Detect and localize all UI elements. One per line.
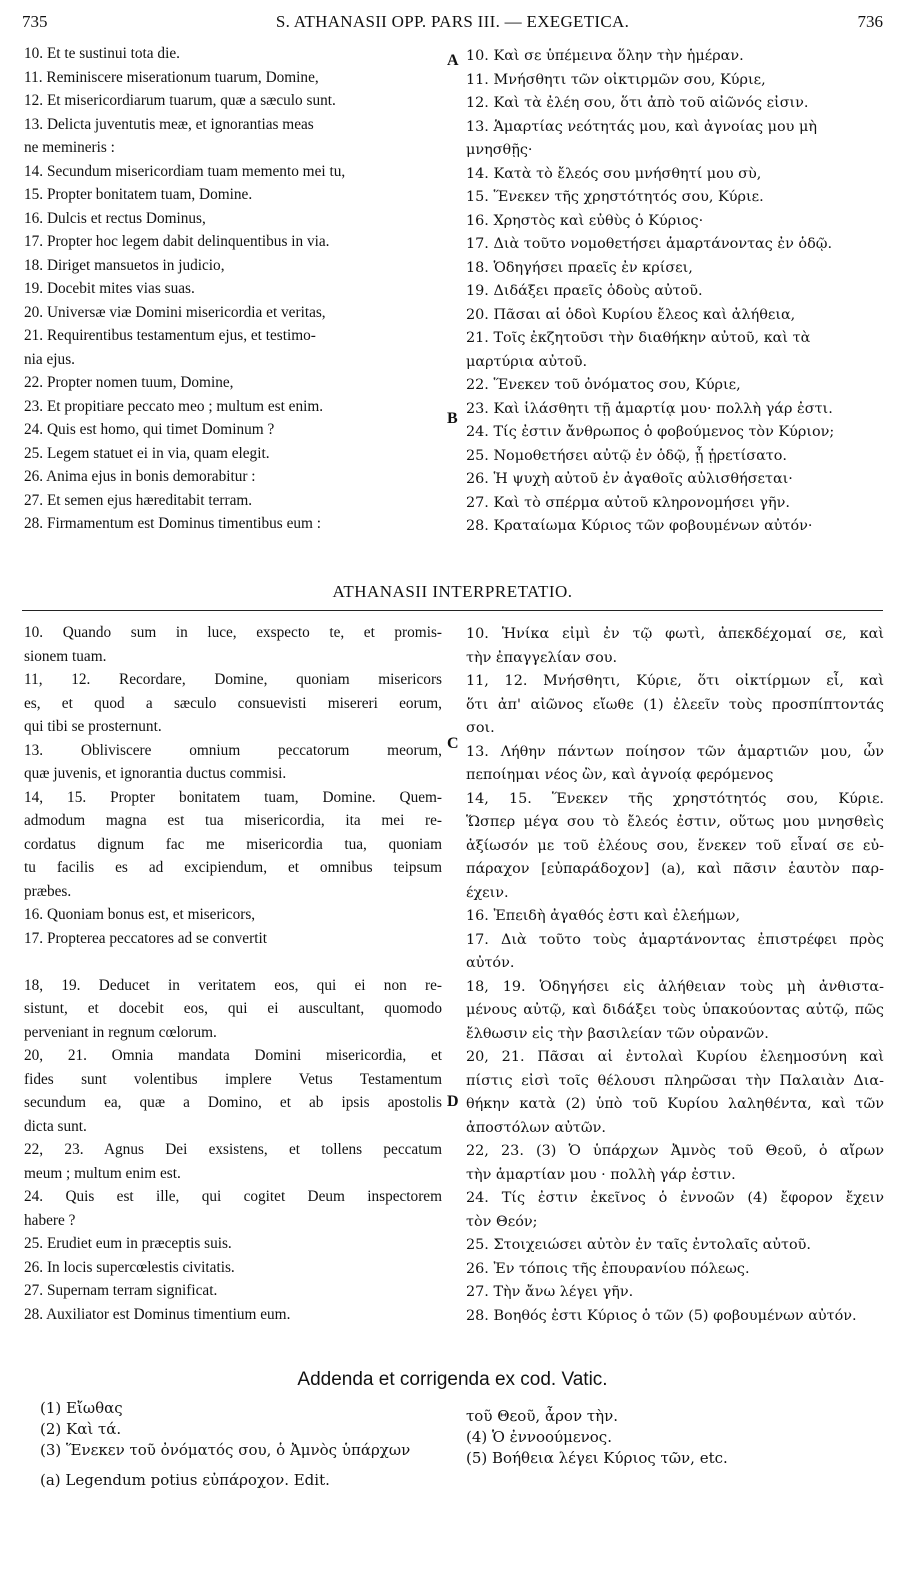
text-line: 22, 23. Agnus Dei exsistens, et tollens peccatum: [24, 1141, 442, 1158]
text-line: 27. Τὴν ἄνω λέγει γῆν.: [466, 1284, 634, 1300]
addenda-right-notes: [466, 1406, 728, 1469]
text-line: έχειν.: [466, 884, 509, 901]
addenda-note-a: (a) Legendum potius εὐπάροχον. Edit.: [40, 1471, 330, 1489]
text-line: ne memineris :: [24, 139, 115, 156]
text-line: 24. Τίς ἐστιν ἄνθρωπος ὁ φοβούμενος τὸν Κύριον;: [466, 424, 835, 440]
text-line: (5) Βοήθεια λέγει Κύριος τῶν, etc.: [466, 1449, 728, 1467]
text-line: 17. Propterea peccatores ad se convertit: [24, 929, 267, 947]
running-header: [22, 12, 883, 36]
interpretation-latin-column: [24, 621, 442, 1326]
text-line: τοῦ Θεοῦ, ἆρον τὴν.: [466, 1407, 619, 1425]
text-line: μένους αὐτῷ, καὶ διδάξει τοὺς ὑπακούοντας αὐτῷ, πῶς: [466, 1002, 884, 1018]
text-line: 21. Τοῖς ἐκζητοῦσι τὴν διαθήκην αὐτοῦ, καὶ τὰ: [466, 330, 811, 346]
text-line: (1) Εἴωθας: [40, 1399, 123, 1417]
text-line: perveniant in regnum cœlorum.: [24, 1023, 217, 1041]
text-line: τὴν ἐπαγγελίαν σου.: [466, 649, 618, 666]
text-line: 28. Βοηθός ἐστι Κύριος ὁ τῶν (5) φοβουμένων αὐτόν.: [466, 1307, 857, 1324]
text-line: 14. Κατὰ τὸ ἔλεός σου μνήσθητί μου σὺ,: [466, 165, 762, 182]
running-title: S. ATHANASII OPP. PARS III. — EXEGETICA.: [275, 12, 630, 31]
text-line: θήκην κατὰ (2) ὑπὸ τοῦ Κυρίου λαληθέντα, καὶ τῶν: [466, 1096, 884, 1112]
text-line: 28. Auxiliator est Dominus timentium eum.: [24, 1305, 291, 1323]
interpretation-greek-column: [466, 623, 884, 1328]
text-line: 10. Ἡνίκα εἰμὶ ἐν τῷ φωτὶ, ἀπεκδέχομαί σε, καὶ: [466, 626, 884, 642]
text-line: (4) Ὁ ἐννοούμενος.: [466, 1428, 612, 1446]
text-line: 18, 19. Deducet in veritatem eos, qui ei non re-: [24, 976, 442, 994]
text-line: 19. Docebit mites vias suas.: [24, 280, 195, 297]
text-line: 26. Ἡ ψυχὴ αὐτοῦ ἐν ἀγαθοῖς αὐλισθήσεται·: [466, 471, 793, 487]
margin-marker-c: C: [447, 735, 459, 752]
text-line: 12. Καὶ τὰ ἐλέη σου, ὅτι ἀπὸ τοῦ αἰῶνός εἰσιν.: [466, 95, 809, 111]
text-line: πίστις εἰσὶ τοῖς θέλουσι πληρῶσαι τὴν Παλαιὰν Δια-: [466, 1072, 884, 1089]
text-line: 23. Καὶ ἱλάσθητι τῇ ἁμαρτίᾳ μου· πολλὴ γάρ ἐστι.: [466, 400, 833, 417]
text-line: 19. Διδάξει πραεῖς ὁδοὺς αὐτοῦ.: [466, 283, 703, 299]
text-line: 11. Μνήσθητι τῶν οἰκτιρμῶν σου, Κύριε,: [466, 71, 766, 88]
text-line: fides sunt volentibus implere Vetus Testamentum: [24, 1070, 442, 1088]
text-line: 18. Ὁδηγήσει πραεῖς ἐν κρίσει,: [466, 259, 693, 276]
text-line: 15. Ἕνεκεν τῆς χρηστότητός σου, Κύριε.: [466, 189, 764, 205]
text-line: 27. Καὶ τὸ σπέρμα αὐτοῦ κληρονομήσει γῆν.: [466, 494, 790, 511]
text-line: Ὥσπερ μέγα σου τὸ ἔλεός ἐστιν, οὕτως μου μνησθεὶς: [466, 814, 884, 830]
text-line: 26. Ἐν τόποις τῆς ἐπουρανίου πόλεως.: [466, 1260, 750, 1277]
text-line: (2) Καὶ τά.: [40, 1420, 122, 1438]
text-line: ὅτι ἀπ' αἰῶνος εἴωθε (1) ἐλεεῖν τοὺς προσπίπτοντάς: [466, 696, 884, 713]
text-line: 18. Diriget mansuetos in judicio,: [24, 256, 225, 274]
text-line: cordatus dignum fac me misericordia tua, quoniam: [24, 835, 442, 853]
text-line: 14, 15. Ἕνεκεν τῆς χρηστότητός σου, Κύριε.: [466, 790, 884, 807]
addenda-heading: Addenda et corrigenda ex cod. Vatic.: [297, 1369, 608, 1390]
text-line: 16. Ἐπειδὴ ἀγαθός ἐστι καὶ ἐλεήμων,: [466, 908, 741, 924]
text-line: qui tibi se prosternunt.: [24, 718, 162, 735]
text-line: 16. Χρηστὸς καὶ εὐθὺς ὁ Κύριος·: [466, 212, 704, 229]
text-line: 18, 19. Ὁδηγήσει εἰς ἀλήθειαν τοὺς μὴ ἀνθιστα-: [466, 978, 884, 995]
text-line: 13. Λήθην πάντων ποίησον τῶν ἁμαρτιῶν μου, ὧν: [466, 743, 884, 760]
text-line: præbes.: [24, 882, 72, 900]
text-line: 11, 12. Μνήσθητι, Κύριε, ὅτι οἰκτίρμων εἶ, καὶ: [466, 673, 884, 689]
text-line: 25. Erudiet eum in præceptis suis.: [24, 1235, 232, 1252]
text-line: sionem tuam.: [24, 647, 107, 665]
text-line: 20, 21. Omnia mandata Domini misericordia, et: [24, 1047, 442, 1064]
text-line: 17. Διὰ τοῦτο νομοθετήσει ἁμαρτάνοντας ἐν ὁδῷ.: [466, 236, 833, 252]
page-number-right: 736: [857, 12, 883, 31]
text-line: 28. Firmamentum est Dominus timentibus eum :: [24, 515, 321, 532]
text-line: 14, 15. Propter bonitatem tuam, Domine. Quem-: [24, 788, 442, 806]
text-line: 16. Dulcis et rectus Dominus,: [24, 209, 206, 227]
text-line: τὸν Θεόν;: [466, 1213, 538, 1230]
text-line: 24. Τίς ἐστιν ἐκεῖνος ὁ ἐννοῶν (4) ἔφορον ἔχειν: [466, 1190, 884, 1206]
text-line: 26. In locis supercœlestis civitatis.: [24, 1258, 235, 1276]
text-line: 13. Delicta juventutis meæ, et ignorantias meas: [24, 115, 314, 133]
text-line: 28. Κραταίωμα Κύριος τῶν φοβουμένων αὐτόν·: [466, 518, 813, 534]
text-line: μνησθῇς·: [466, 142, 533, 158]
text-line: 27. Supernam terram significat.: [24, 1282, 218, 1299]
text-line: tu facilis es ad excipiendum, et omnibus teipsum: [24, 859, 442, 876]
text-line: αὐτόν.: [466, 955, 515, 971]
text-line: πάραχον [εὐπαράδοχον] (a), καὶ πᾶσιν ἑαυτὸν παρ-: [466, 861, 884, 877]
text-line: 24. Quis est ille, qui cogitet Deum inspectorem: [24, 1188, 442, 1205]
text-line: 11. Reminiscere miserationum tuarum, Domine,: [24, 68, 319, 86]
text-line: 13. Ἁμαρτίας νεότητάς μου, καὶ ἀγνοίας μου μὴ: [466, 118, 817, 135]
text-line: 25. Legem statuet ei in via, quam elegit.: [24, 444, 270, 462]
text-line: μαρτύρια αὐτοῦ.: [466, 353, 588, 370]
margin-marker-d: D: [447, 1093, 459, 1110]
text-line: 10. Quando sum in luce, exspecto te, et promis-: [24, 624, 442, 641]
text-line: admodum magna est tua misericordia, ita mei re-: [24, 812, 442, 829]
text-line: sistunt, et docebit eos, qui ei auscultant, quomodo: [24, 1000, 442, 1017]
text-line: quæ juvenis, et ignorantia ductus commisi.: [24, 765, 287, 782]
margin-marker-a: A: [447, 52, 459, 69]
text-line: nia ejus.: [24, 350, 75, 368]
text-line: secundum ea, quæ a Domino, et ab ipsis apostolis: [24, 1094, 442, 1111]
text-line: 10. Καὶ σε ὑπέμεινα ὅλην τὴν ἡμέραν.: [466, 48, 744, 64]
interpretation-heading: ATHANASII INTERPRETATIO.: [332, 582, 573, 601]
text-line: 23. Et propitiare peccato meo ; multum est enim.: [24, 397, 324, 415]
text-line: habere ?: [24, 1211, 76, 1229]
addenda-left-notes: [40, 1398, 410, 1461]
text-line: 12. Et misericordiarum tuarum, quæ a sæculo sunt.: [24, 92, 336, 109]
text-line: 17. Διὰ τοῦτο τοὺς ἁμαρτάνοντας ἐπιστρέφει πρὸς: [466, 931, 884, 948]
text-line: 24. Quis est homo, qui timet Dominum ?: [24, 421, 275, 438]
text-line: 22, 23. (3) Ὁ ὑπάρχων Ἀμνὸς τοῦ Θεοῦ, ὁ αἴρων: [466, 1143, 884, 1159]
text-line: 27. Et semen ejus hæreditabit terram.: [24, 491, 253, 509]
text-line: (3) Ἕνεκεν τοῦ ὀνόματός σου, ὁ Ἀμνὸς ὑπάρχων: [40, 1441, 411, 1459]
text-line: dicta sunt.: [24, 1117, 87, 1135]
text-line: [24, 950, 442, 974]
text-line: 25. Στοιχειώσει αὐτὸν ἐν ταῖς ἐντολαῖς αὐτοῦ.: [466, 1237, 811, 1253]
text-line: ἀξίωσόν με τοῦ ἐλέους σου, ἕνεκεν τοῦ εἶναί σε εὐ-: [466, 837, 884, 854]
text-line: 17. Propter hoc legem dabit delinquentibus in via.: [24, 233, 330, 250]
page-number-left: 735: [22, 12, 48, 31]
margin-marker-b: B: [447, 410, 458, 427]
text-line: 13. Obliviscere omnium peccatorum meorum,: [24, 741, 442, 759]
psalm-latin-column: [24, 42, 442, 536]
text-line: 20, 21. Πᾶσαι αἱ ἐντολαὶ Κυρίου ἐλεημοσύνη καὶ: [466, 1049, 884, 1065]
text-line: ἔλθωσιν εἰς τὴν βασιλείαν τῶν οὐρανῶν.: [466, 1025, 769, 1042]
text-line: 11, 12. Recordare, Domine, quoniam misericors: [24, 671, 442, 688]
text-line: meum ; multum enim est.: [24, 1164, 181, 1182]
text-line: σοι.: [466, 720, 495, 736]
text-line: 21. Requirentibus testamentum ejus, et testimo-: [24, 327, 316, 344]
text-line: 15. Propter bonitatem tuam, Domine.: [24, 186, 253, 203]
text-line: 26. Anima ejus in bonis demorabitur :: [24, 468, 256, 485]
text-line: πεποίημαι νέος ὢν, καὶ ἀγνοίᾳ φερόμενος: [466, 767, 774, 783]
text-line: ἀποστόλων αὐτῶν.: [466, 1119, 606, 1136]
text-line: τὴν ἁμαρτίαν μου · πολλὴ γάρ ἐστιν.: [466, 1166, 736, 1183]
psalm-greek-column: [466, 45, 884, 539]
text-line: 20. Πᾶσαι αἱ ὁδοὶ Κυρίου ἔλεος καὶ ἀλήθεια,: [466, 306, 796, 323]
text-line: es, et quod a sæculo consuevisti misereri eorum,: [24, 694, 442, 712]
text-line: 10. Et te sustinui tota die.: [24, 45, 180, 62]
text-line: 25. Νομοθετήσει αὐτῷ ἐν ὁδῷ, ᾗ ᾑρετίσατο.: [466, 447, 787, 464]
section-divider: [22, 610, 883, 611]
text-line: 20. Universæ viæ Domini misericordia et veritas,: [24, 303, 326, 321]
text-line: 16. Quoniam bonus est, et misericors,: [24, 906, 256, 923]
text-line: 22. Ἕνεκεν τοῦ ὀνόματος σου, Κύριε,: [466, 377, 741, 393]
text-line: 22. Propter nomen tuum, Domine,: [24, 374, 234, 391]
text-line: 14. Secundum misericordiam tuam memento mei tu,: [24, 162, 346, 180]
